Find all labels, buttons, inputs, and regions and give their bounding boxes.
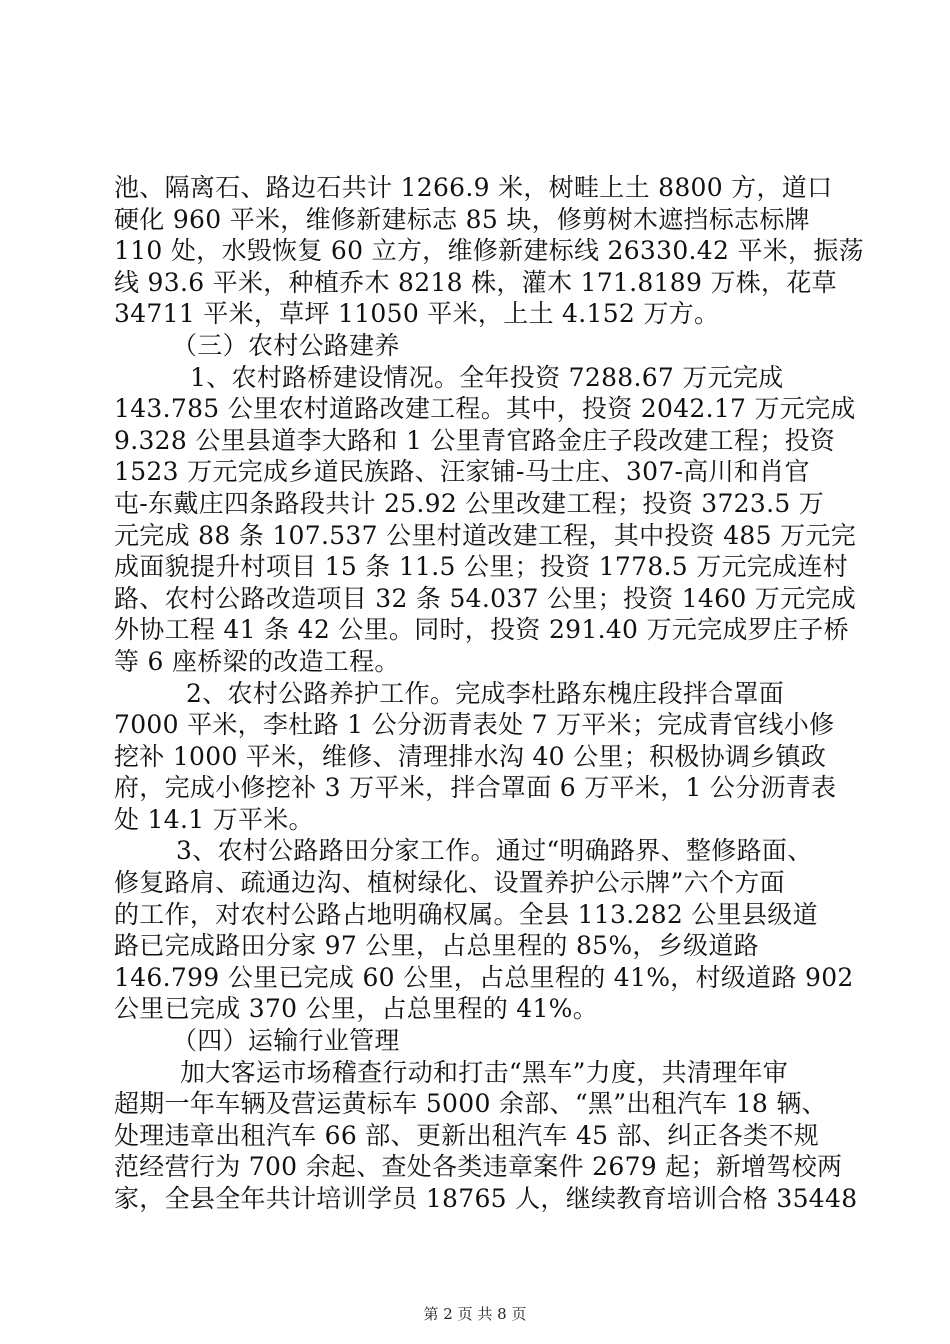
text-line: 处 14.1 万平米。 xyxy=(114,804,314,834)
text-line: 等 6 座桥梁的改造工程。 xyxy=(114,646,400,676)
text-line: 范经营行为 700 余起、查处各类违章案件 2679 起；新增驾校两 xyxy=(114,1152,843,1182)
page-footer: 第 2 页 共 8 页 xyxy=(423,1305,527,1323)
text-line: 1、农村路桥建设情况。全年投资 7288.67 万元完成 xyxy=(190,362,784,392)
text-line: 元完成 88 条 107.537 公里村道改建工程，其中投资 485 万元完 xyxy=(114,520,856,550)
text-line: 硬化 960 平米，维修新建标志 85 块，修剪树木遮挡标志标牌 xyxy=(114,204,810,234)
text-line: 34711 平米，草坪 11050 平米，上土 4.152 万方。 xyxy=(114,299,720,329)
text-line: 143.785 公里农村道路改建工程。其中，投资 2042.17 万元完成 xyxy=(114,394,856,424)
text-line: 修复路肩、疏通边沟、植树绿化、设置养护公示牌”六个方面 xyxy=(114,868,785,898)
text-line: 公里已完成 370 公里，占总里程的 41%。 xyxy=(114,994,599,1024)
text-line: 处理违章出租汽车 66 部、更新出租汽车 45 部、纠正各类不规 xyxy=(114,1120,820,1150)
text-line: 9.328 公里县道李大路和 1 公里青官路金庄子段改建工程；投资 xyxy=(114,425,836,455)
text-line: 屯-东戴庄四条路段共计 25.92 公里改建工程；投资 3723.5 万 xyxy=(114,488,825,518)
section-heading: （四）运输行业管理 xyxy=(172,1026,400,1056)
text-line: 加大客运市场稽查行动和打击“黑车”力度，共清理年审 xyxy=(180,1057,789,1087)
document-body xyxy=(114,172,864,1215)
text-line: 3、农村公路路田分家工作。通过“明确路界、整修路面、 xyxy=(176,836,813,866)
text-line: 府，完成小修挖补 3 万平米，拌合罩面 6 万平米，1 公分沥青表 xyxy=(114,773,837,803)
text-line: 路、农村公路改造项目 32 条 54.037 公里；投资 1460 万元完成 xyxy=(114,583,856,613)
text-line: 成面貌提升村项目 15 条 11.5 公里；投资 1778.5 万元完成连村 xyxy=(114,552,849,582)
section-heading: （三）农村公路建养 xyxy=(172,330,400,360)
text-line: 2、农村公路养护工作。完成李杜路东槐庄段拌合罩面 xyxy=(186,678,785,708)
text-line: 110 处，水毁恢复 60 立方，维修新建标线 26330.42 平米，振荡 xyxy=(114,236,864,266)
text-line: 的工作，对农村公路占地明确权属。全县 113.282 公里县级道 xyxy=(114,899,818,929)
text-line: 外协工程 41 条 42 公里。同时，投资 291.40 万元完成罗庄子桥 xyxy=(114,615,849,645)
text-line: 路已完成路田分家 97 公里，占总里程的 85%，乡级道路 xyxy=(114,931,759,961)
text-line: 146.799 公里已完成 60 公里，占总里程的 41%，村级道路 902 xyxy=(114,962,854,992)
text-line: 池、隔离石、路边石共计 1266.9 米，树畦上土 8800 方，道口 xyxy=(114,173,833,202)
text-line: 超期一年车辆及营运黄标车 5000 余部、“黑”出租汽车 18 辆、 xyxy=(114,1089,827,1119)
text-line: 1523 万元完成乡道民族路、汪家铺-马士庄、307-高川和肖官 xyxy=(114,457,810,487)
text-line: 家，全县全年共计培训学员 18765 人，继续教育培训合格 35448 xyxy=(114,1184,858,1213)
text-line: 7000 平米，李杜路 1 公分沥青表处 7 万平米；完成青官线小修 xyxy=(114,710,835,740)
text-line: 挖补 1000 平米，维修、清理排水沟 40 公里；积极协调乡镇政 xyxy=(114,741,827,771)
text-line: 线 93.6 平米，种植乔木 8218 株，灌木 171.8189 万株，花草 xyxy=(114,267,837,297)
